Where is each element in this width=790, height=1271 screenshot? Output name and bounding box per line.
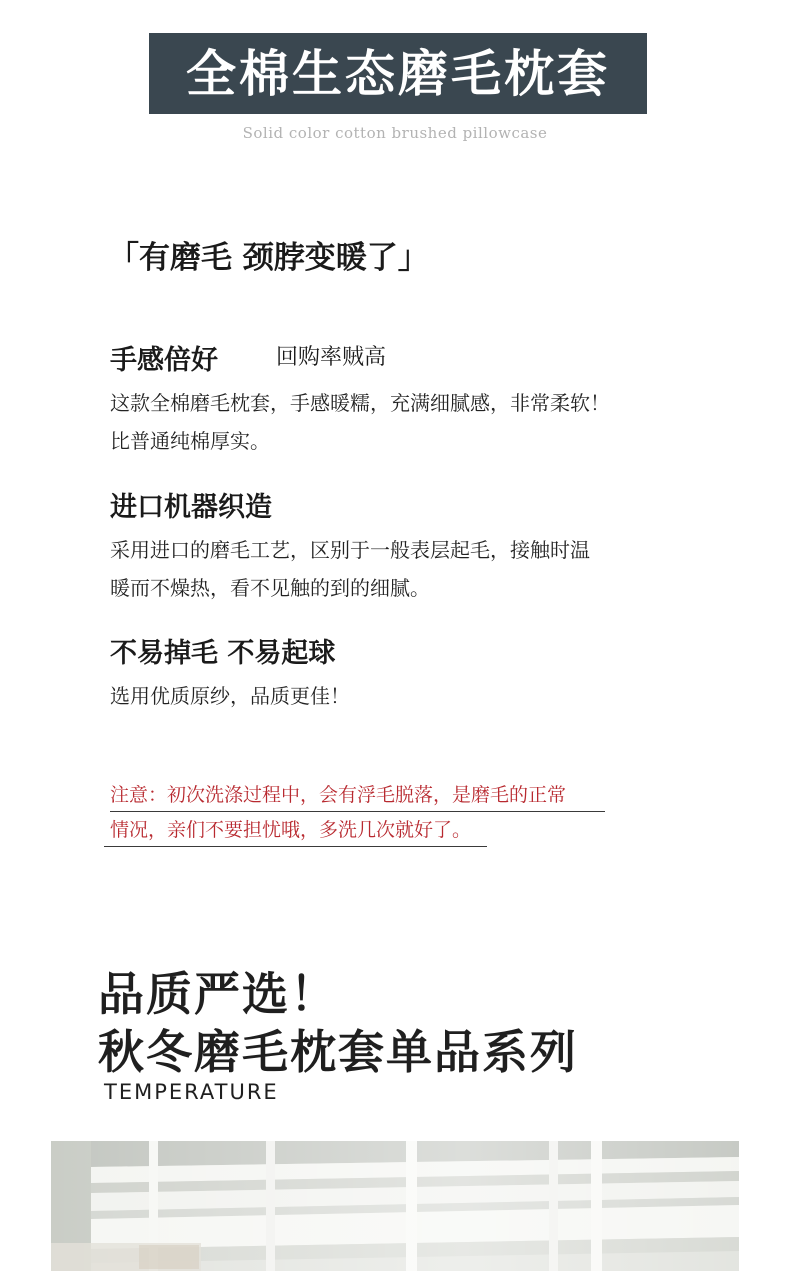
banner-title: 全棉生态磨毛枕套 [186,44,610,103]
window-shutter-photo [51,1141,739,1271]
washing-note-line: 情况，亲们不要担忧哦，多洗几次就好了。 [104,815,487,847]
feature-text-line: 这款全棉磨毛枕套，手感暖糯，充满细腻感，非常柔软！ [110,391,610,415]
feature-text-line: 暖而不燥热，看不见触的到的细腻。 [110,576,430,600]
feature-text-line: 比普通纯棉厚实。 [110,429,270,453]
window-shutter-illustration [51,1141,739,1271]
feature-heading-feel: 手感倍好 [110,345,218,376]
promo-heading-quality: 品质严选！ [98,967,338,1021]
promo-heading-series: 秋冬磨毛枕套单品系列 [98,1025,578,1079]
promo-subheading: TEMPERATURE [104,1080,279,1104]
feature-heading-machine: 进口机器织造 [110,492,272,523]
banner-subtitle: Solid color cotton brushed pillowcase [242,124,548,142]
quote-heading: 「有磨毛 颈脖变暖了」 [108,240,429,276]
feature-text-line: 采用进口的磨毛工艺，区别于一般表层起毛，接触时温 [110,538,590,562]
feature-heading-pilling: 不易掉毛 不易起球 [110,638,336,669]
washing-note-line: 注意：初次洗涤过程中，会有浮毛脱落，是磨毛的正常 [110,780,605,812]
feature-tag-repurchase: 回购率贼高 [276,345,387,370]
title-banner [149,33,647,114]
feature-text-line: 选用优质原纱，品质更佳！ [110,684,350,708]
